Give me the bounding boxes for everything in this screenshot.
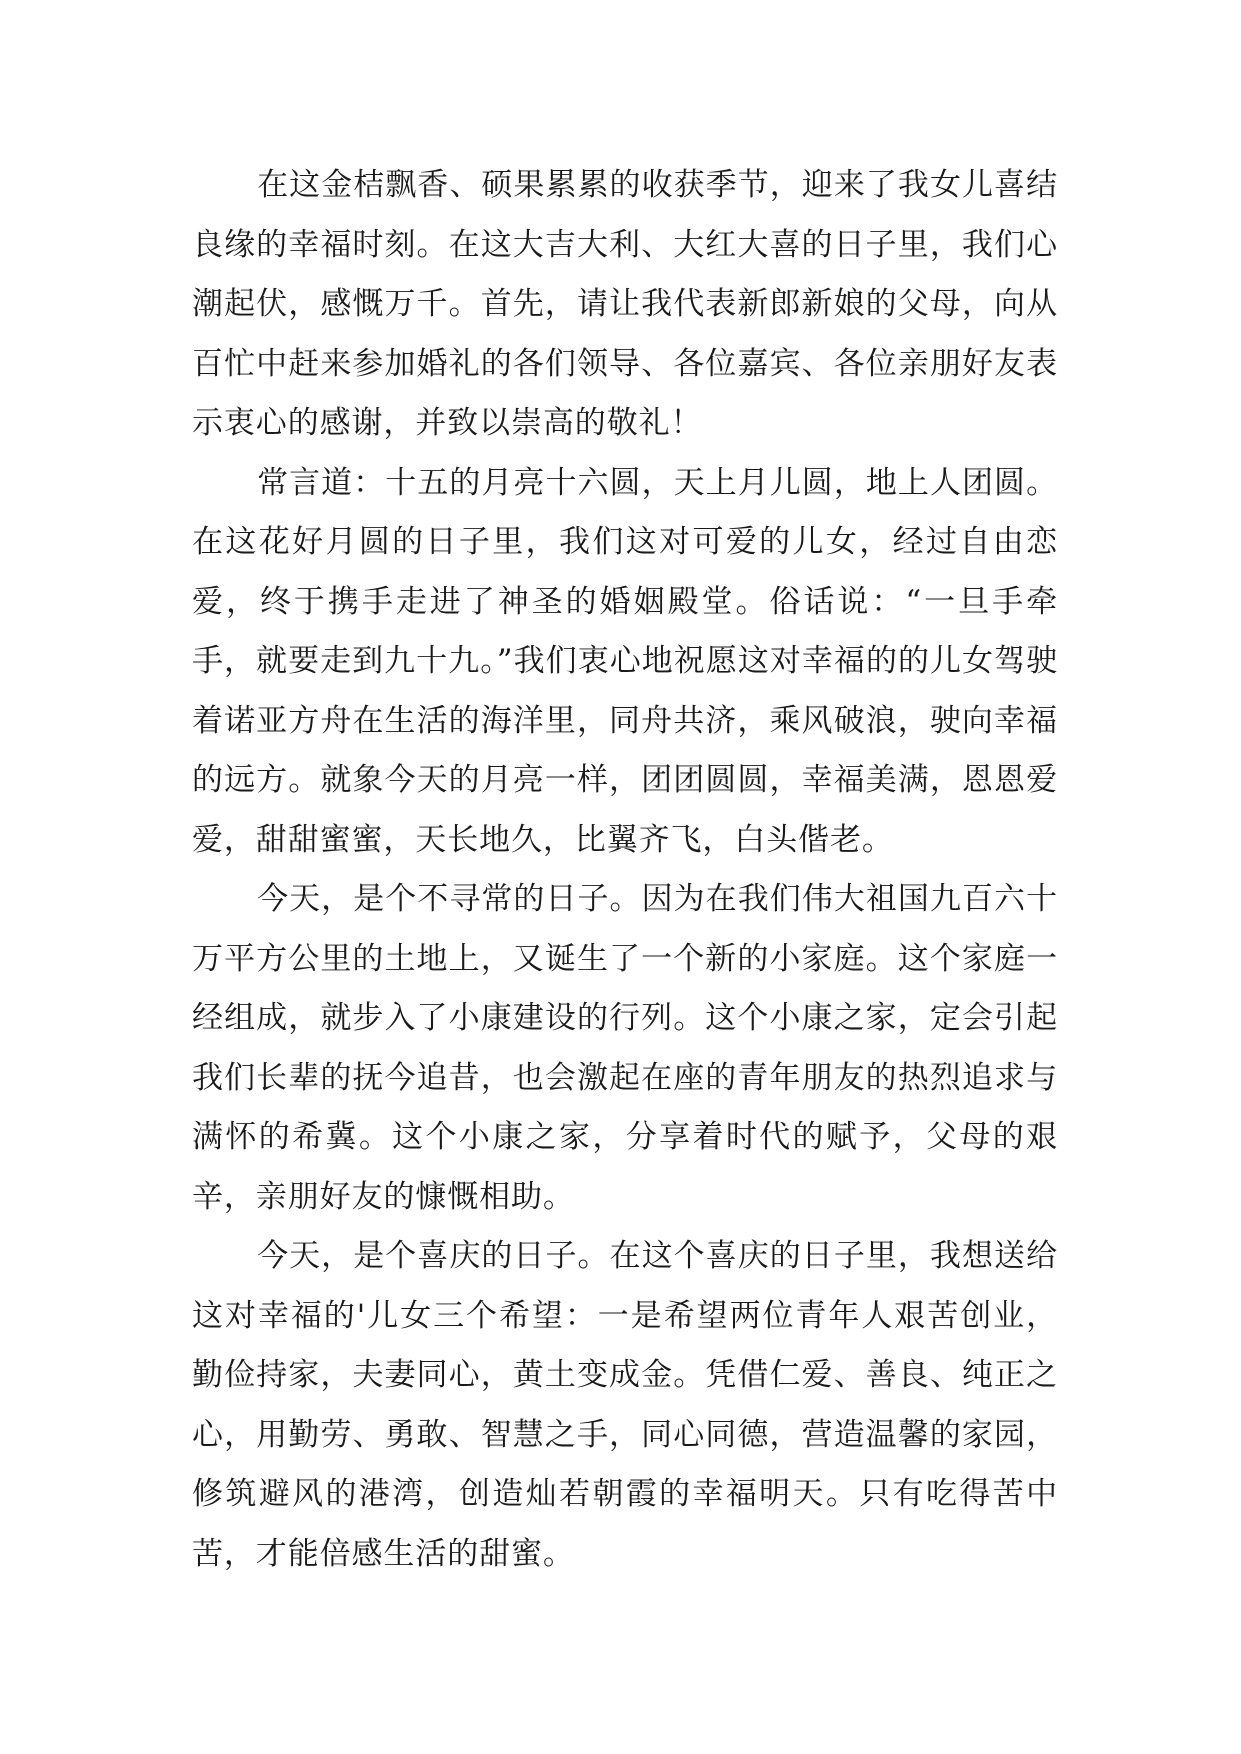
paragraph-1: 在这金桔飘香、硕果累累的收获季节，迎来了我女儿喜结良缘的幸福时刻。在这大吉大利、大红大喜的日子里，我们心潮起伏，感慨万千。首先，请让我代表新郎新娘的父母，向从百忙中赶来参加婚礼的各们领导、各位嘉宾、各位亲朋好友表示衷心的感谢，并致以崇高的敬礼！ — [192, 167, 1058, 441]
paragraph-2: 常言道：十五的月亮十六圆，天上月儿圆，地上人团圆。在这花好月圆的日子里，我们这对可爱的儿女，经过自由恋爱，终于携手走进了神圣的婚姻殿堂。俗话说：“一旦手牵手，就要走到九十九。”我们衷心地祝愿这对幸福的的儿女驾驶着诺亚方舟在生活的海洋里，同舟共济，乘风破浪，驶向幸福的远方。就象今天的月亮一样，团团圆圆，幸福美满，恩恩爱爱，甜甜蜜蜜，天长地久，比翼齐飞，白头偕老。 — [192, 464, 1058, 858]
paragraph-4: 今天，是个喜庆的日子。在这个喜庆的日子里，我想送给这对幸福的'儿女三个希望：一是希望两位青年人艰苦创业，勤俭持家，夫妻同心，黄土变成金。凭借仁爱、善良、纯正之心，用勤劳、勇敢、智慧之手，同心同德，营造温馨的家园，修筑避风的港湾，创造灿若朝霞的幸福明天。只有吃得苦中苦，才能倍感生活的甜蜜。 — [192, 1238, 1058, 1572]
document-page — [192, 156, 1058, 1584]
paragraph-3: 今天，是个不寻常的日子。因为在我们伟大祖国九百六十万平方公里的土地上，又诞生了一个新的小家庭。这个家庭一经组成，就步入了小康建设的行列。这个小康之家，定会引起我们长辈的抚今追昔，也会激起在座的青年朋友的热烈追求与满怀的希冀。这个小康之家，分享着时代的赋予，父母的艰辛，亲朋好友的慷慨相助。 — [192, 881, 1058, 1215]
